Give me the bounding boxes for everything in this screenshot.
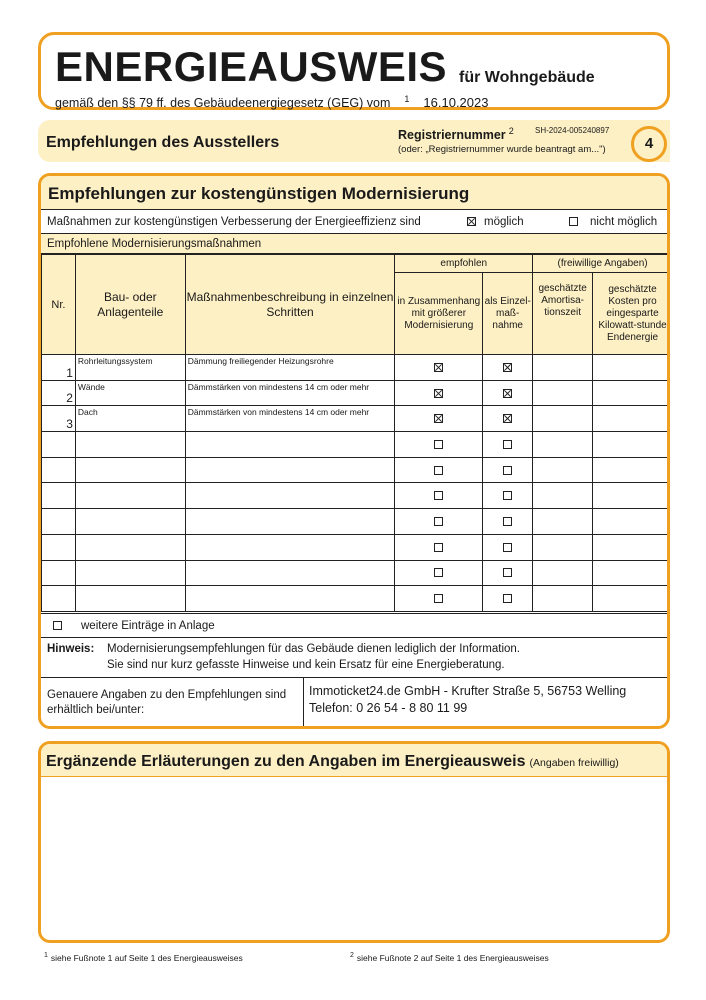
recommendations-table bbox=[41, 254, 670, 612]
row-amortisation bbox=[533, 534, 593, 560]
row-combined-checkbox[interactable] bbox=[434, 517, 443, 526]
row-single-checkbox[interactable] bbox=[503, 363, 512, 372]
notes-title bbox=[46, 753, 619, 771]
row-amortisation bbox=[533, 432, 593, 458]
table-row bbox=[42, 457, 671, 483]
row-nr: 1 bbox=[42, 355, 76, 381]
row-single-checkbox[interactable] bbox=[503, 466, 512, 475]
header-cost-per-kwh: geschätzte Kosten pro eingesparte Kilowatt-stunde Endenergie bbox=[593, 273, 670, 355]
row-cost-per-kwh bbox=[593, 483, 670, 509]
not-possible-checkbox[interactable] bbox=[569, 217, 578, 226]
row-combined-checkbox[interactable] bbox=[434, 363, 443, 372]
registration-note: (oder: „Registriernummer wurde beantragt am...") bbox=[398, 144, 606, 155]
row-single-checkbox-cell bbox=[483, 457, 533, 483]
header-description: Maßnahmenbeschreibung in einzelnen Schritten bbox=[185, 255, 395, 355]
section-title: Empfehlungen des Ausstellers bbox=[46, 134, 280, 151]
row-cost-per-kwh bbox=[593, 406, 670, 432]
table-row bbox=[42, 406, 671, 432]
modernisation-title-bar bbox=[41, 176, 667, 209]
header-recommended: empfohlen bbox=[395, 255, 533, 273]
row-combined-checkbox-cell bbox=[395, 457, 483, 483]
header-nr: Nr. bbox=[42, 255, 76, 355]
hint-label: Hinweis: bbox=[47, 643, 95, 655]
more-entries-label: weitere Einträge in Anlage bbox=[81, 620, 215, 632]
row-single-checkbox-cell bbox=[483, 406, 533, 432]
row-single-checkbox-cell bbox=[483, 380, 533, 406]
table-row bbox=[42, 483, 671, 509]
row-combined-checkbox[interactable] bbox=[434, 594, 443, 603]
registration-number: SH-2024-005240897 bbox=[535, 126, 610, 135]
table-row bbox=[42, 586, 671, 612]
row-combined-checkbox[interactable] bbox=[434, 543, 443, 552]
footnote-1 bbox=[44, 952, 243, 963]
row-cost-per-kwh bbox=[593, 509, 670, 535]
recommendations-body bbox=[42, 355, 671, 612]
row-single-checkbox-cell bbox=[483, 432, 533, 458]
row-cost-per-kwh bbox=[593, 380, 670, 406]
header-combined: in Zusammenhang mit größerer Modernisierung bbox=[395, 273, 483, 355]
section-bar bbox=[38, 120, 670, 162]
row-nr bbox=[42, 432, 76, 458]
footnote-1-text: siehe Fußnote 1 auf Seite 1 des Energieausweises bbox=[50, 952, 243, 963]
row-single-checkbox[interactable] bbox=[503, 594, 512, 603]
row-description bbox=[185, 483, 395, 509]
row-single-checkbox-cell bbox=[483, 586, 533, 612]
row-combined-checkbox-cell bbox=[395, 406, 483, 432]
row-amortisation bbox=[533, 483, 593, 509]
document-header bbox=[38, 32, 670, 110]
row-combined-checkbox-cell bbox=[395, 380, 483, 406]
registration-footnote-ref: 2 bbox=[508, 126, 514, 136]
registration-label bbox=[398, 126, 514, 142]
row-combined-checkbox[interactable] bbox=[434, 568, 443, 577]
row-amortisation bbox=[533, 380, 593, 406]
row-description: Dämmstärken von mindestens 14 cm oder mehr bbox=[185, 380, 395, 406]
row-description: Dämmung freiliegender Heizungsrohre bbox=[185, 355, 395, 381]
row-nr: 3 bbox=[42, 406, 76, 432]
not-possible-label: nicht möglich bbox=[590, 216, 658, 228]
header-single: als Einzel-maß-nahme bbox=[483, 273, 533, 355]
row-description bbox=[185, 432, 395, 458]
registration-label-text: Registriernummer bbox=[398, 128, 506, 143]
row-cost-per-kwh bbox=[593, 560, 670, 586]
row-combined-checkbox-cell bbox=[395, 355, 483, 381]
row-nr bbox=[42, 560, 76, 586]
row-combined-checkbox[interactable] bbox=[434, 414, 443, 423]
modernisation-title: Empfehlungen zur kostengünstigen Modernisierung bbox=[48, 184, 470, 203]
row-nr bbox=[42, 483, 76, 509]
row-combined-checkbox-cell bbox=[395, 560, 483, 586]
row-combined-checkbox[interactable] bbox=[434, 491, 443, 500]
header-optional: (freiwillige Angaben) bbox=[533, 255, 670, 273]
table-row bbox=[42, 380, 671, 406]
contact-row bbox=[41, 677, 667, 729]
document-subtitle: für Wohngebäude bbox=[459, 69, 595, 86]
row-single-checkbox-cell bbox=[483, 483, 533, 509]
recommended-label: Empfohlene Modernisierungsmaßnahmen bbox=[47, 238, 262, 250]
notes-title-text: Ergänzende Erläuterungen zu den Angaben im Energieausweis bbox=[46, 753, 526, 770]
row-single-checkbox-cell bbox=[483, 355, 533, 381]
row-amortisation bbox=[533, 355, 593, 381]
row-single-checkbox[interactable] bbox=[503, 568, 512, 577]
row-nr bbox=[42, 509, 76, 535]
row-combined-checkbox-cell bbox=[395, 586, 483, 612]
footnote-1-ref: 1 bbox=[44, 952, 48, 959]
row-component bbox=[75, 483, 185, 509]
row-component: Dach bbox=[75, 406, 185, 432]
notes-subtitle: (Angaben freiwillig) bbox=[529, 757, 619, 769]
row-nr bbox=[42, 534, 76, 560]
footnote-ref: 1 bbox=[404, 94, 410, 104]
row-amortisation bbox=[533, 406, 593, 432]
contact-address: Immoticket24.de GmbH - Krufter Straße 5, 56753 Welling bbox=[309, 684, 627, 698]
notes-title-bar bbox=[41, 744, 667, 777]
row-cost-per-kwh bbox=[593, 457, 670, 483]
footnote-2 bbox=[350, 952, 549, 963]
measures-label: Maßnahmen zur kostengünstigen Verbesserung der Energieeffizienz sind bbox=[47, 216, 421, 228]
table-row bbox=[42, 355, 671, 381]
row-component: Rohrleitungssystem bbox=[75, 355, 185, 381]
row-amortisation bbox=[533, 586, 593, 612]
contact-label-line-1: Genauere Angaben zu den Empfehlungen sind bbox=[47, 689, 287, 701]
row-component bbox=[75, 534, 185, 560]
row-combined-checkbox-cell bbox=[395, 509, 483, 535]
row-description bbox=[185, 509, 395, 535]
page-number-badge: 4 bbox=[631, 126, 667, 162]
row-single-checkbox[interactable] bbox=[503, 491, 512, 500]
possible-label: möglich bbox=[484, 216, 524, 228]
row-single-checkbox[interactable] bbox=[503, 517, 512, 526]
row-nr: 2 bbox=[42, 380, 76, 406]
contact-label-line-2: erhältlich bei/unter: bbox=[47, 704, 145, 716]
more-entries-checkbox[interactable] bbox=[53, 621, 62, 630]
row-amortisation bbox=[533, 457, 593, 483]
row-nr bbox=[42, 457, 76, 483]
table-row bbox=[42, 534, 671, 560]
row-component: Wände bbox=[75, 380, 185, 406]
header-component: Bau- oder Anlagenteile bbox=[75, 255, 185, 355]
legal-basis-text: gemäß den §§ 79 ff. des Gebäudeenergiegesetz (GEG) vom bbox=[55, 96, 391, 111]
header-amortisation: geschätzte Amortisa-tionszeit bbox=[533, 273, 593, 355]
row-combined-checkbox-cell bbox=[395, 483, 483, 509]
possible-checkbox[interactable] bbox=[467, 217, 476, 226]
contact-divider bbox=[303, 678, 304, 728]
row-single-checkbox[interactable] bbox=[503, 389, 512, 398]
footnote-2-ref: 2 bbox=[350, 952, 354, 959]
row-combined-checkbox[interactable] bbox=[434, 389, 443, 398]
row-combined-checkbox[interactable] bbox=[434, 466, 443, 475]
row-single-checkbox-cell bbox=[483, 560, 533, 586]
row-single-checkbox-cell bbox=[483, 534, 533, 560]
issue-date: 16.10.2023 bbox=[423, 95, 489, 111]
contact-phone: Telefon: 0 26 54 - 8 80 11 99 bbox=[309, 701, 468, 715]
row-combined-checkbox-cell bbox=[395, 432, 483, 458]
notes-frame bbox=[38, 741, 670, 943]
row-component bbox=[75, 586, 185, 612]
row-description: Dämmstärken von mindestens 14 cm oder mehr bbox=[185, 406, 395, 432]
row-single-checkbox[interactable] bbox=[503, 543, 512, 552]
document-title: ENERGIEAUSWEIS bbox=[55, 43, 448, 90]
more-entries-row bbox=[41, 613, 667, 637]
row-combined-checkbox[interactable] bbox=[434, 440, 443, 449]
row-description bbox=[185, 586, 395, 612]
table-row bbox=[42, 509, 671, 535]
modernisation-frame bbox=[38, 173, 670, 729]
row-combined-checkbox-cell bbox=[395, 534, 483, 560]
recommended-row bbox=[41, 234, 667, 254]
row-cost-per-kwh bbox=[593, 586, 670, 612]
row-component bbox=[75, 509, 185, 535]
hint-line-1: Modernisierungsempfehlungen für das Gebäude dienen lediglich der Information. bbox=[107, 643, 520, 655]
row-description bbox=[185, 560, 395, 586]
row-component bbox=[75, 560, 185, 586]
row-component bbox=[75, 432, 185, 458]
table-row bbox=[42, 560, 671, 586]
row-amortisation bbox=[533, 560, 593, 586]
row-cost-per-kwh bbox=[593, 432, 670, 458]
row-component bbox=[75, 457, 185, 483]
footnote-2-text: siehe Fußnote 2 auf Seite 1 des Energieausweises bbox=[356, 952, 549, 963]
row-cost-per-kwh bbox=[593, 534, 670, 560]
row-single-checkbox[interactable] bbox=[503, 414, 512, 423]
measures-row bbox=[41, 209, 667, 234]
row-single-checkbox-cell bbox=[483, 509, 533, 535]
row-cost-per-kwh bbox=[593, 355, 670, 381]
legal-basis-line bbox=[55, 94, 488, 110]
hint-line-2: Sie sind nur kurz gefasste Hinweise und kein Ersatz für eine Energieberatung. bbox=[107, 659, 505, 671]
row-amortisation bbox=[533, 509, 593, 535]
table-row bbox=[42, 432, 671, 458]
row-nr bbox=[42, 586, 76, 612]
row-description bbox=[185, 457, 395, 483]
row-single-checkbox[interactable] bbox=[503, 440, 512, 449]
row-description bbox=[185, 534, 395, 560]
hint-row bbox=[41, 637, 667, 677]
